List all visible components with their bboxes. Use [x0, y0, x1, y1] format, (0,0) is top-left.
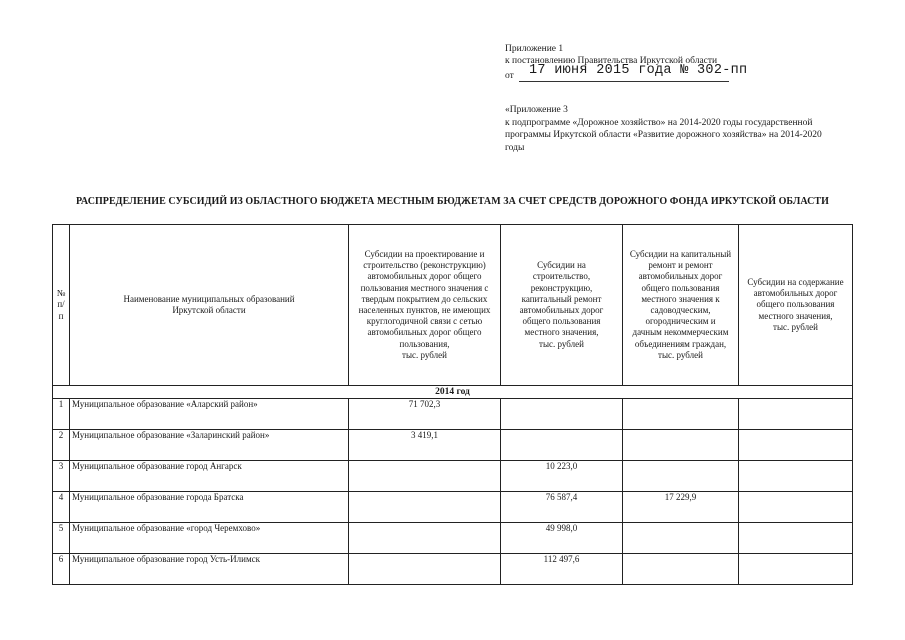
header-line: автомобильных дорог: [519, 305, 604, 315]
header-line: объединениям граждан,: [634, 338, 727, 349]
municipality-name: Муниципальное образование «Аларский район»: [70, 399, 349, 430]
header-line: общего пользования: [756, 299, 835, 310]
header-line: Субсидии на содержание: [747, 276, 844, 287]
header-line: Субсидии на проектирование и: [364, 248, 485, 259]
header-line: автомобильных дорог общего: [367, 327, 482, 338]
value-col2: 112 497,6: [501, 554, 623, 585]
header-line: капитальный ремонт: [521, 293, 602, 304]
header-line: строительство (реконструкцию): [363, 260, 486, 271]
header-name: [70, 225, 349, 386]
header-line: автомобильных дорог: [753, 288, 838, 299]
value-col3: [623, 399, 739, 430]
header-line: Субсидии на капитальный: [629, 248, 732, 259]
header-line: строительство,: [532, 271, 591, 282]
appendix3-line3: годы: [505, 142, 525, 153]
value-col2: 49 998,0: [501, 523, 623, 554]
row-number: 2: [53, 430, 70, 461]
value-col4: [739, 461, 853, 492]
header-line: огородническим и: [645, 316, 716, 327]
value-col1: [349, 523, 501, 554]
subsidy-table: [52, 224, 853, 585]
header-line: тыс. рублей: [402, 349, 447, 360]
header-line: пользования,: [399, 338, 450, 349]
header-col4: [739, 225, 853, 386]
row-number: 1: [53, 399, 70, 430]
appendix3-line1: к подпрограмме «Дорожное хозяйство» на 2014-2020 годы государственной: [505, 117, 813, 128]
appendix1-date: 17 июня 2015 года № 302-пп: [529, 63, 748, 78]
header-line: тыс. рублей: [658, 349, 703, 360]
year-row: [53, 386, 853, 399]
value-col1: [349, 554, 501, 585]
header-line: Иркутской области: [172, 305, 246, 315]
value-col4: [739, 523, 853, 554]
appendix3-line2: программы Иркутской области «Развитие дорожного хозяйства» на 2014-2020: [505, 130, 822, 141]
header-line: твердым покрытием до сельских: [361, 293, 488, 304]
table-row: [53, 492, 853, 523]
header-line: Субсидии на: [537, 260, 586, 271]
header-col3: [623, 225, 739, 386]
header-line: круглогодичной связи с сетью: [366, 316, 483, 327]
year-label: 2014 год: [53, 386, 853, 399]
table-row: [53, 430, 853, 461]
appendix1-title: Приложение 1: [505, 44, 564, 54]
municipality-name: Муниципальное образование город Ангарск: [70, 461, 349, 492]
header-line: местного значения к: [641, 293, 720, 304]
row-number: 5: [53, 523, 70, 554]
header-line: ремонт и ремонт: [648, 260, 713, 271]
header-line: №: [56, 288, 66, 299]
header-line: тыс. рублей: [539, 338, 584, 349]
municipality-name: Муниципальное образование «Заларинский район»: [70, 430, 349, 461]
row-number: 3: [53, 461, 70, 492]
value-col1: 3 419,1: [349, 430, 501, 461]
value-col4: [739, 492, 853, 523]
row-number: 4: [53, 492, 70, 523]
value-col2: 76 587,4: [501, 492, 623, 523]
value-col3: [623, 523, 739, 554]
value-col1: [349, 492, 501, 523]
appendix1-from-label: от: [505, 71, 514, 81]
header-line: пользования местного значения с: [360, 282, 489, 293]
header-line: реконструкцию,: [530, 282, 593, 293]
header-line: местного значения,: [524, 327, 599, 338]
header-line: садоводческим,: [650, 305, 711, 315]
row-number: 6: [53, 554, 70, 585]
municipality-name: Муниципальное образование города Братска: [70, 492, 349, 523]
value-col4: [739, 554, 853, 585]
header-line: п/п: [57, 299, 65, 321]
value-col1: 71 702,3: [349, 399, 501, 430]
date-underline: [519, 81, 729, 82]
appendix1-resolution: к постановлению Правительства Иркутской области: [505, 55, 718, 66]
value-col3: 17 229,9: [623, 492, 739, 523]
header-line: дачным некоммерческим: [632, 327, 729, 338]
municipality-name: Муниципальное образование «город Черемхово»: [70, 523, 349, 554]
table-row: [53, 399, 853, 430]
municipality-name: Муниципальное образование город Усть-Илимск: [70, 554, 349, 585]
value-col2: 10 223,0: [501, 461, 623, 492]
appendix3-block: [505, 104, 850, 154]
header-line: тыс. рублей: [773, 321, 818, 332]
header-line: общего пользования: [641, 282, 720, 293]
value-col4: [739, 430, 853, 461]
table-row: [53, 554, 853, 585]
header-line: населенных пунктов, не имеющих: [358, 305, 491, 315]
table-header-row: [53, 225, 853, 386]
header-line: местного значения,: [758, 310, 833, 321]
appendix1-block: [505, 44, 835, 83]
table-row: [53, 461, 853, 492]
table-row: [53, 523, 853, 554]
value-col3: [623, 461, 739, 492]
document-title: РАСПРЕДЕЛЕНИЕ СУБСИДИЙ ИЗ ОБЛАСТНОГО БЮДЖЕТА МЕСТНЫМ БЮДЖЕТАМ ЗА СЧЕТ СРЕДСТВ ДОРОЖНОГО ФОНДА ИРКУТСКОЙ ОБЛАСТИ: [76, 196, 829, 207]
appendix1-date-line: [505, 63, 835, 83]
value-col1: [349, 461, 501, 492]
header-line: Наименование муниципальных образований: [123, 293, 295, 304]
header-col1: [349, 225, 501, 386]
header-line: автомобильных дорог общего: [367, 271, 482, 282]
value-col2: [501, 399, 623, 430]
appendix3-title: «Приложение 3: [505, 105, 568, 115]
value-col2: [501, 430, 623, 461]
header-line: автомобильных дорог: [638, 271, 723, 282]
header-num: [53, 225, 70, 386]
header-line: общего пользования: [522, 316, 601, 327]
value-col3: [623, 554, 739, 585]
value-col3: [623, 430, 739, 461]
header-col2: [501, 225, 623, 386]
value-col4: [739, 399, 853, 430]
